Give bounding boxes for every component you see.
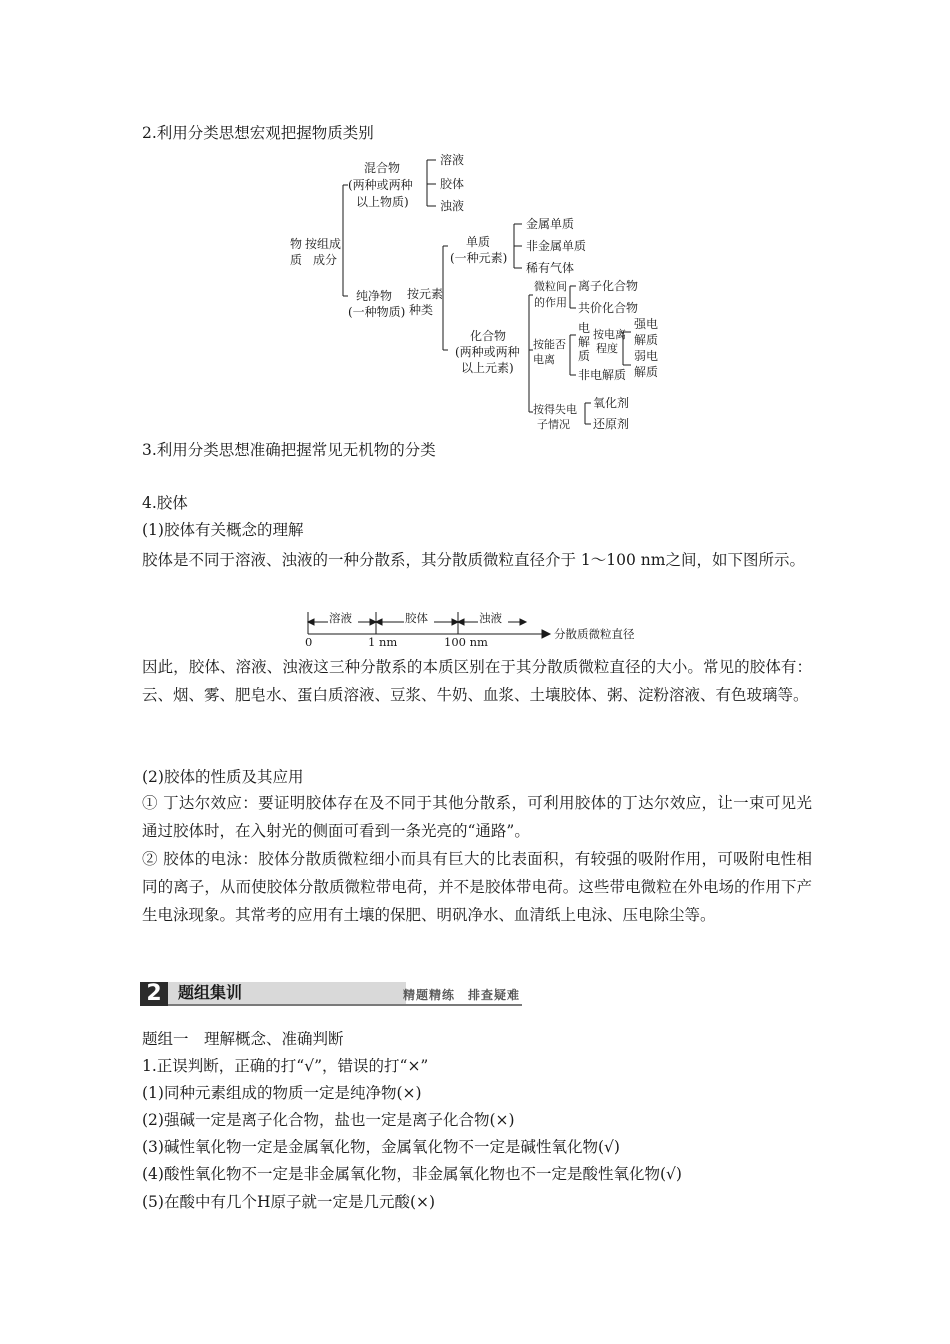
- tree-by-element: 种类: [409, 303, 434, 317]
- tree-elemental: 单质: [466, 235, 491, 249]
- tree-mixture: 以上物质): [356, 195, 409, 209]
- tree-micro-interaction: 的作用: [534, 296, 567, 309]
- exercise-item: (1)同种元素组成的物质一定是纯净物(×): [142, 1084, 422, 1102]
- colloid-definition: 胶体是不同于溶液、浊液的一种分散系，其分散质微粒直径介于 1～100 nm之间，如下图所示。: [142, 551, 805, 569]
- tree-compound: 化合物: [470, 329, 507, 343]
- tree-ionize: 电离: [533, 353, 555, 366]
- exercise-item: (2)强碱一定是离子化合物，盐也一定是离子化合物(×): [142, 1111, 515, 1129]
- tree-metal-elemental: 金属单质: [526, 217, 575, 231]
- tree-by-composition: 按组成: [305, 237, 342, 251]
- tree-mixture: 混合物: [364, 161, 401, 175]
- tree-ionization-degree: 程度: [596, 342, 618, 355]
- tree-solution: 溶液: [440, 153, 465, 167]
- tree-electrolyte: 电: [578, 321, 591, 335]
- classification-tree-diagram: [0, 0, 950, 440]
- tick-100nm: 100 nm: [444, 635, 488, 648]
- section-banner: [140, 982, 522, 1006]
- heading-4-2: (2)胶体的性质及其应用: [142, 768, 304, 786]
- tree-elemental: (一种元素): [450, 251, 508, 265]
- tree-root: 质: [290, 253, 303, 267]
- tree-suspension: 浊液: [440, 199, 465, 213]
- tree-nonmetal-elemental: 非金属单质: [526, 239, 587, 253]
- exercise-question: 1.正误判断，正确的打“√”，错误的打“×”: [142, 1057, 429, 1075]
- tick-1nm: 1 nm: [368, 635, 398, 648]
- exercise-group-title: 题组一 理解概念、准确判断: [142, 1030, 344, 1048]
- tree-oxidant: 氧化剂: [593, 396, 630, 410]
- tree-micro-interaction: 微粒间: [534, 280, 567, 293]
- heading-2: 2.利用分类思想宏观把握物质类别: [142, 124, 374, 142]
- tree-strong-electrolyte: 解质: [634, 333, 659, 347]
- section-title: 题组集训: [168, 982, 406, 1004]
- exercise-item: (4)酸性氧化物不一定是非金属氧化物，非金属氧化物也不一定是酸性氧化物(√): [142, 1165, 682, 1183]
- heading-4: 4.胶体: [142, 494, 188, 512]
- axis-label: 分散质微粒直径: [554, 627, 635, 641]
- electrophoresis: ② 胶体的电泳：胶体分散质微粒细小而具有巨大的比表面积，有较强的吸附作用，可吸附电性相同的离子，从而使胶体分散质微粒带电荷，并不是胶体带电荷。这些带电微粒在外电场的作用下产生电泳现象。其常考的应用有土壤的保肥、明矾净水、血清纸上电泳、压电除尘等。: [142, 850, 812, 924]
- tree-redox: 按得失电: [533, 403, 577, 416]
- tree-root: 物: [290, 237, 303, 251]
- tree-reductant: 还原剂: [593, 417, 630, 431]
- exercise-item: (3)碱性氧化物一定是金属氧化物，金属氧化物不一定是碱性氧化物(√): [142, 1138, 620, 1156]
- tree-non-electrolyte: 非电解质: [578, 368, 627, 382]
- heading-4-1: (1)胶体有关概念的理解: [142, 521, 304, 539]
- tree-pure: (一种物质): [348, 305, 406, 319]
- tree-by-element: 按元素: [407, 287, 444, 301]
- tick-0: 0: [305, 635, 313, 648]
- tree-ionization-degree: 按电离: [593, 328, 626, 341]
- banner-divider: [168, 1004, 522, 1006]
- heading-3: 3.利用分类思想准确把握常见无机物的分类: [142, 441, 436, 459]
- tree-ionic-compound: 离子化合物: [578, 279, 639, 293]
- scale-solution: 溶液: [329, 611, 352, 625]
- scale-suspension: 浊液: [479, 611, 502, 625]
- tree-weak-electrolyte: 解质: [634, 365, 659, 379]
- tyndall-effect: ① 丁达尔效应：要证明胶体存在及不同于其他分散系，可利用胶体的丁达尔效应，让一束可见光通过胶体时，在入射光的侧面可看到一条光亮的“通路”。: [142, 794, 812, 840]
- section-subtitle: 精题精练 排查疑难: [402, 988, 520, 1002]
- tree-ionize: 按能否: [533, 338, 566, 351]
- tree-noble-gas: 稀有气体: [526, 261, 575, 275]
- tree-electrolyte: 质: [578, 349, 591, 363]
- tree-by-composition: 成分: [313, 253, 338, 267]
- tree-compound: (两种或两种: [455, 345, 520, 359]
- colloid-essence: 因此，胶体、溶液、浊液这三种分散系的本质区别在于其分散质微粒直径的大小。常见的胶体有：云、烟、雾、肥皂水、蛋白质溶液、豆浆、牛奶、血浆、土壤胶体、粥、淀粉溶液、有色玻璃等。: [142, 658, 812, 704]
- tree-colloid: 胶体: [440, 177, 465, 191]
- tree-redox: 子情况: [537, 418, 570, 431]
- tree-strong-electrolyte: 强电: [634, 317, 659, 331]
- tree-mixture: (两种或两种: [348, 178, 413, 192]
- scale-colloid: 胶体: [405, 611, 428, 625]
- tree-compound: 以上元素): [461, 361, 514, 375]
- exercise-item: (5)在酸中有几个H原子就一定是几元酸(×): [142, 1193, 436, 1211]
- particle-size-scale: [298, 608, 658, 648]
- tree-covalent-compound: 共价化合物: [578, 301, 639, 315]
- section-number: 2: [140, 982, 168, 1006]
- tree-pure: 纯净物: [356, 289, 393, 303]
- tree-weak-electrolyte: 弱电: [634, 349, 659, 363]
- tree-electrolyte: 解: [578, 335, 591, 349]
